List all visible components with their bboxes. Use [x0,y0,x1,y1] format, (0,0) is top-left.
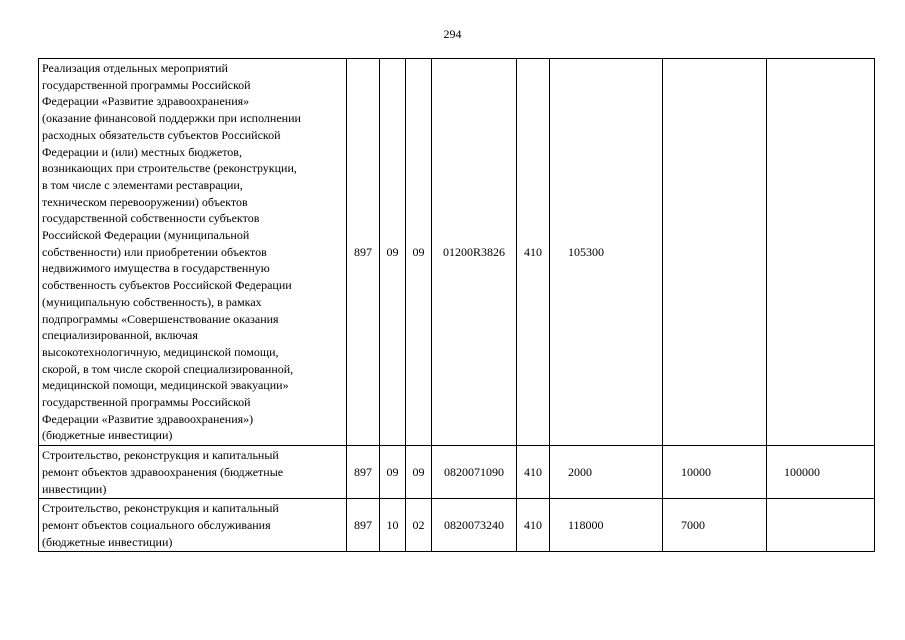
subsection-code: 09 [406,59,432,446]
description-line: специализированной, включая [42,328,198,343]
amount-year-1: 105300 [550,59,663,446]
description-line: государственной программы Российской [42,77,251,92]
ministry-code: 897 [347,59,380,446]
row-description [39,499,347,552]
description-line: Российской Федерации (муниципальной [42,228,250,243]
description-line: Федерации «Развитие здравоохранения» [42,94,250,109]
description-line: (муниципальную собственность), в рамках [42,294,262,309]
expense-type-code: 410 [517,59,550,446]
description-line: Строительство, реконструкция и капитальный [42,448,279,463]
description-line: техническом перевооружении) объектов [42,194,248,209]
description-line: Федерации «Развитие здравоохранения») [42,411,254,426]
description-line: (бюджетные инвестиции) [42,534,173,549]
description-line: собственность субъектов Российской Федерации [42,278,292,293]
description-line: скорой, в том числе скорой специализированной, [42,361,294,376]
description-line: ремонт объектов здравоохранения (бюджетные [42,464,284,479]
row-description [39,59,347,446]
subsection-code: 02 [406,499,432,552]
page-number: 294 [443,27,462,41]
description-line: ремонт объектов социального обслуживания [42,517,271,532]
description-line: высокотехнологичную, медицинской помощи, [42,344,279,359]
row-description [39,446,347,499]
amount-year-1: 118000 [550,499,663,552]
amount-year-3 [767,499,875,552]
table-row [39,446,875,499]
description-line: (бюджетные инвестиции) [42,428,173,443]
description-line: медицинской помощи, медицинской эвакуации» [42,378,289,393]
description-line: Строительство, реконструкция и капитальный [42,501,279,516]
target-article-code: 0820071090 [432,446,517,499]
table-row [39,499,875,552]
subsection-code: 09 [406,446,432,499]
expense-type-code: 410 [517,446,550,499]
section-code: 09 [380,446,406,499]
ministry-code: 897 [347,446,380,499]
section-code: 10 [380,499,406,552]
amount-year-2 [663,59,767,446]
description-line: возникающих при строительстве (реконструкции, [42,161,297,176]
amount-year-2: 10000 [663,446,767,499]
description-line: собственности) или приобретении объектов [42,244,267,259]
section-code: 09 [380,59,406,446]
description-line: инвестиции) [42,481,107,496]
description-line: государственной программы Российской [42,395,251,410]
amount-year-3: 100000 [767,446,875,499]
amount-year-2: 7000 [663,499,767,552]
expense-type-code: 410 [517,499,550,552]
table-row [39,59,875,446]
description-line: в том числе с элементами реставрации, [42,177,243,192]
description-line: расходных обязательств субъектов Российской [42,127,281,142]
description-line: подпрограммы «Совершенствование оказания [42,311,279,326]
ministry-code: 897 [347,499,380,552]
amount-year-3 [767,59,875,446]
description-line: Федерации и (или) местных бюджетов, [42,144,242,159]
description-line: государственной собственности субъектов [42,211,260,226]
target-article-code: 0820073240 [432,499,517,552]
budget-table [38,58,875,552]
description-line: (оказание финансовой поддержки при исполнении [42,111,301,126]
description-line: недвижимого имущества в государственную [42,261,270,276]
description-line: Реализация отдельных мероприятий [42,61,228,75]
amount-year-1: 2000 [550,446,663,499]
target-article-code: 01200R3826 [432,59,517,446]
